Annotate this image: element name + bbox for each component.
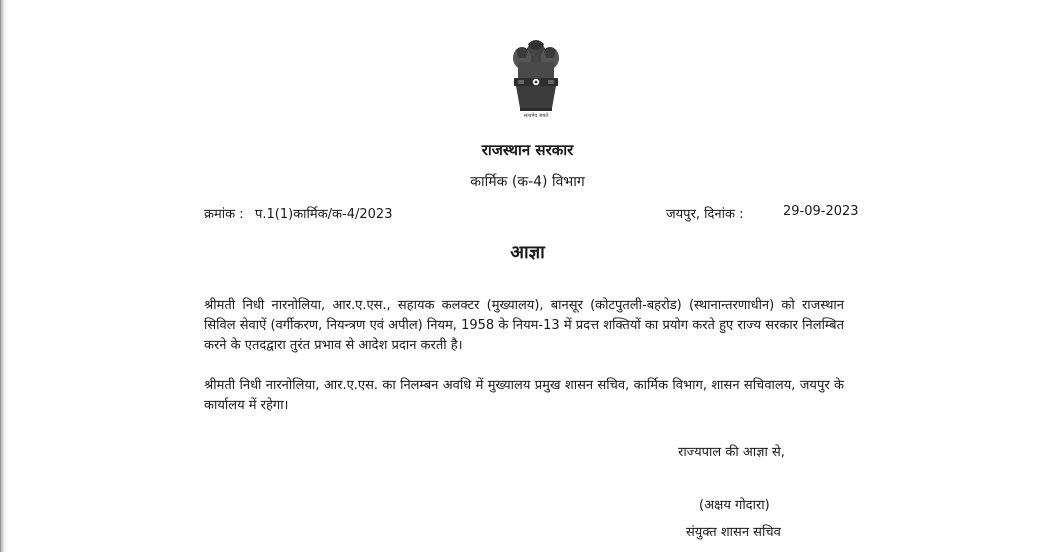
emblem-motto: सत्यमेव जयते (523, 113, 549, 119)
page-left-edge (0, 0, 8, 552)
date-value: 29-09-2023 (783, 204, 859, 219)
department-title: कार्मिक (क-4) विभाग (470, 174, 585, 190)
ashoka-emblem-icon (508, 36, 564, 122)
date-label: जयपुर, दिनांक : (666, 207, 744, 222)
order-heading: आज्ञा (510, 242, 545, 263)
order-paragraph-2: श्रीमती निधी नारनोलिया, आर.ए.एस. का निलम्बन अवधि में मुख्यालय प्रमुख शासन सचिव, कार्मिक विभाग, शासन सचिवालय, जयपुर के कार्यालय में रहेगा। (204, 378, 844, 413)
government-title: राजस्थान सरकार (481, 141, 574, 159)
signatory-name: (अक्षय गोदारा) (699, 498, 770, 513)
signature-authority: राज्यपाल की आज्ञा से, (678, 445, 785, 460)
reference-number-label: क्रमांक : (204, 207, 244, 222)
order-paragraph-1: श्रीमती निधी नारनोलिया, आर.ए.एस., सहायक कलक्टर (मुख्यालय), बानसूर (कोटपुतली-बहरोड) (स्थानान्तरणाधीन) को राजस्थान सिविल सेवाऐं (वर्गीकरण, नियन्त्रण एवं अपील) नियम, 1958 के नियम-13 में प्रदत्त शक्तियों का प्रयोग करते हुए राज्य सरकार निलम्बित करने के एतदद्वारा तुरंत प्रभाव से आदेश प्रदान करती है। (204, 298, 844, 353)
reference-number-value: प.1(1)कार्मिक/क-4/2023 (255, 207, 393, 222)
signatory-designation: संयुक्त शासन सचिव (686, 525, 781, 540)
